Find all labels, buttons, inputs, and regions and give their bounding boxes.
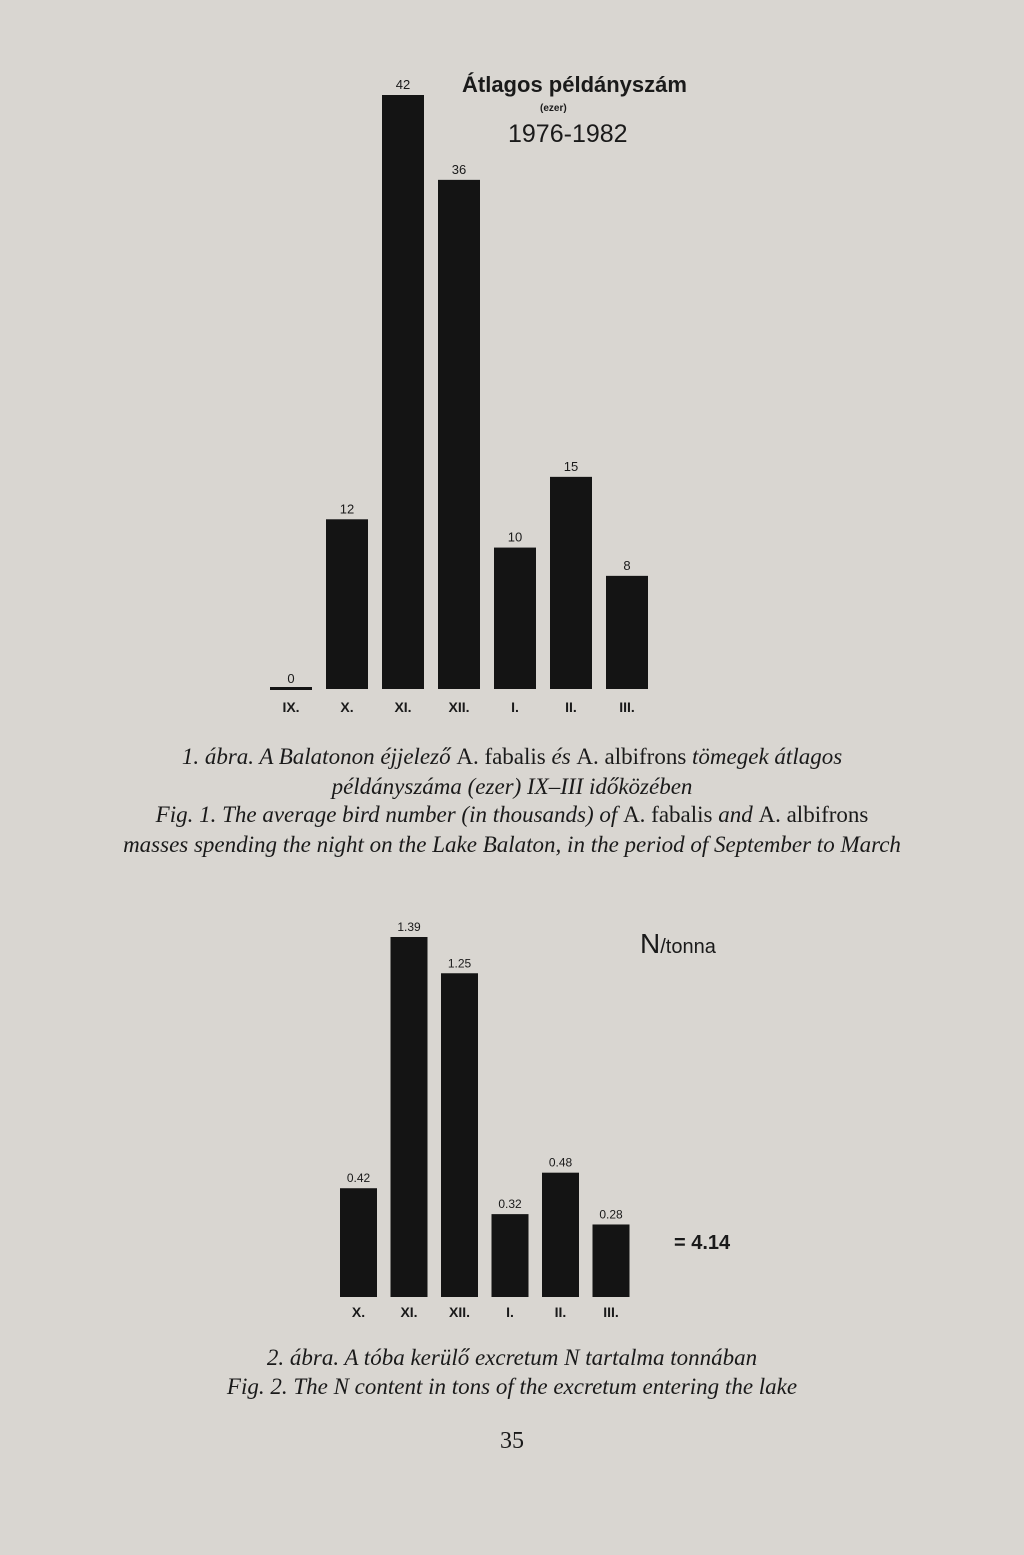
chart1-title: Átlagos példányszám (462, 72, 687, 97)
bar-iii (606, 576, 648, 689)
bird-number-chart (0, 0, 1024, 730)
bar-x (326, 519, 368, 689)
category-label: XI. (400, 1304, 418, 1320)
value-label: 36 (451, 161, 467, 177)
category-label: X. (340, 699, 354, 715)
bar-xii (441, 973, 478, 1297)
category-label: XII. (448, 1304, 471, 1320)
page-number: 35 (500, 1428, 524, 1454)
fig2-caption-hu: 2. ábra. A tóba kerülő excretum N tartalma tonnában (266, 1345, 758, 1370)
nitrogen-content-chart (0, 900, 1024, 1340)
bar-i (492, 1214, 529, 1297)
bar-ii (550, 477, 592, 689)
category-label: XII. (448, 699, 470, 715)
value-label: 10 (507, 529, 523, 545)
bar-x (340, 1188, 377, 1297)
value-label: 0.28 (599, 1207, 623, 1222)
category-label: X. (351, 1304, 366, 1320)
value-label: 0 (287, 671, 295, 686)
bar-xii (438, 180, 480, 689)
fig1-caption-en: Fig. 1. The average bird number (in thousands) of A. fabalis and A. albifrons masses spending the night on the Lake Balaton, in the period of September to March (123, 802, 901, 857)
value-label: 8 (623, 557, 631, 573)
category-label: I. (506, 1304, 514, 1320)
bar-iii (593, 1224, 630, 1297)
bar-xi (391, 937, 428, 1297)
value-label: 15 (563, 458, 579, 474)
value-label: 1.25 (447, 956, 472, 971)
value-label: 0.42 (346, 1171, 371, 1186)
category-label: II. (554, 1304, 567, 1320)
category-label: III. (619, 699, 635, 715)
category-label: I. (511, 699, 519, 715)
fig1-caption-hu: 1. ábra. A Balatonon éjjelező A. fabalis és A. albifrons tömegek átlagos példányszáma (ezer) IX–III időközében (181, 744, 843, 799)
value-label: 42 (395, 77, 411, 92)
chart2-unit: N/tonna (640, 928, 716, 959)
bar-i (494, 548, 536, 689)
category-label: IX. (282, 699, 300, 715)
category-label: XI. (394, 699, 412, 715)
value-label: 1.39 (397, 920, 421, 934)
chart1-period: 1976-1982 (508, 120, 628, 148)
bar-xi (382, 95, 424, 689)
fig2-caption-en: Fig. 2. The N content in tons of the excretum entering the lake (226, 1374, 798, 1399)
value-label: 0.32 (498, 1197, 522, 1212)
bar-ii (542, 1173, 579, 1297)
zero-bar-line (270, 687, 312, 690)
chart2-total-label: = 4.14 (674, 1232, 731, 1254)
category-label: III. (603, 1304, 619, 1320)
chart1-unit: (ezer) (540, 103, 567, 114)
value-label: 0.48 (548, 1155, 573, 1170)
category-label: II. (565, 699, 577, 715)
value-label: 12 (339, 501, 355, 517)
